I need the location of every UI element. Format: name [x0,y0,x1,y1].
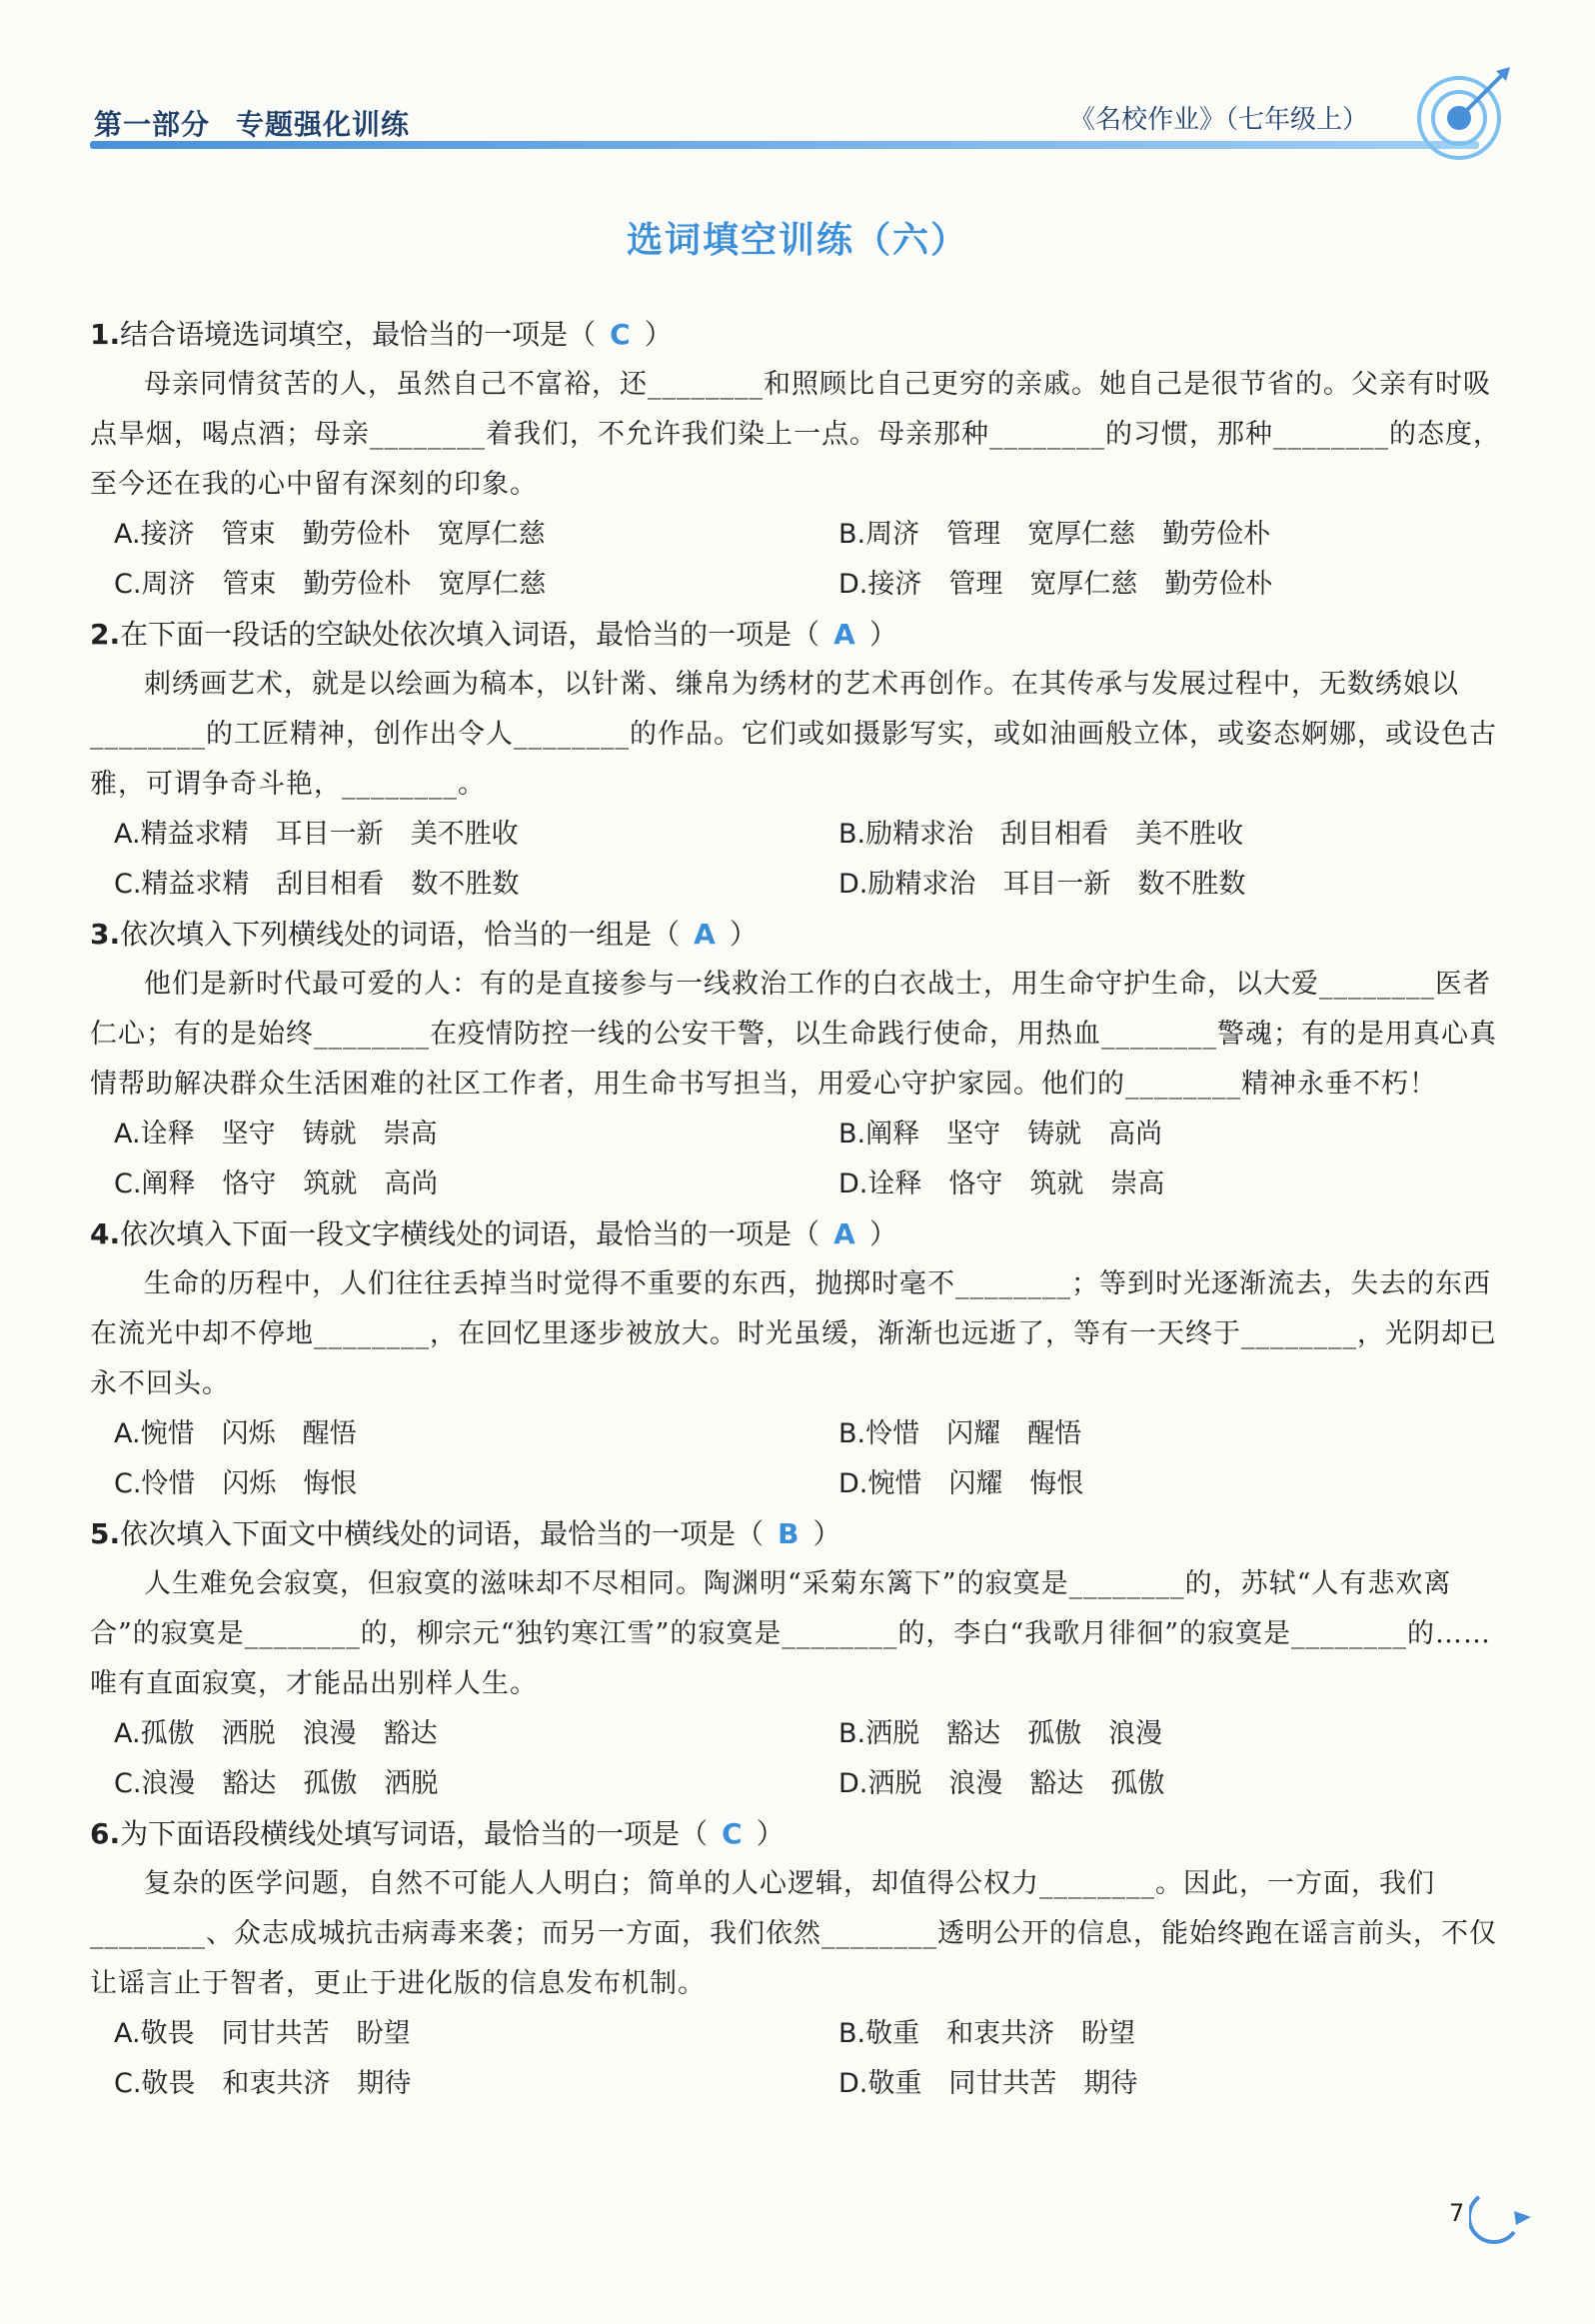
page-number: 7 [1449,2199,1465,2227]
passage: 刺绣画艺术，就是以绘画为稿本，以针黹、缣帛为绣材的艺术再创作。在其传承与发展过程中，无数绣娘以________的工匠精神，创作出令人________的作品。它们或如摄影写实，或如油画般立体，或姿态婀娜，或设色古雅，可谓争奇斗艳，________。 [90,669,1497,800]
option-a[interactable]: A.惋惜 闪烁 醒悟 [114,1418,357,1449]
header-book-title: 《名校作业》（七年级上） [1069,105,1369,135]
option-d[interactable]: D.接济 管理 宽厚仁慈 勤劳俭朴 [838,569,1273,600]
question-number: 3. [90,918,121,951]
question-stem: 依次填入下面一段文字横线处的词语，最恰当的一项是（ [120,1217,820,1250]
options [90,510,1504,610]
question-stem: 依次填入下面文中横线处的词语，最恰当的一项是（ [120,1517,765,1550]
question-number: 4. [90,1217,121,1250]
answer: C [722,1817,743,1850]
option-d[interactable]: D.洒脱 浪漫 豁达 孤傲 [838,1768,1165,1799]
option-a[interactable]: A.诠释 坚守 铸就 崇高 [114,1119,438,1150]
option-b[interactable]: B.敬重 和衷共济 盼望 [838,2018,1136,2049]
option-d[interactable]: D.诠释 恪守 筑就 崇高 [838,1168,1165,1199]
question-stem: 在下面一段话的空缺处依次填入词语，最恰当的一项是（ [120,618,820,651]
header-left [94,103,436,143]
option-d[interactable]: D.励精求治 耳目一新 数不胜数 [838,869,1246,900]
option-c[interactable]: C.怜惜 闪烁 悔恨 [114,1468,358,1499]
header-section: 专题强化训练 [236,108,411,141]
options [90,2009,1504,2109]
question-close: ） [812,1517,841,1550]
option-c[interactable]: C.阐释 恪守 筑就 高尚 [114,1168,439,1199]
question-number: 1. [90,318,121,351]
answer: A [833,618,855,651]
page-arc-icon [1469,2187,1539,2247]
passage: 生命的历程中，人们往往丢掉当时觉得不重要的东西，抛掷时毫不________；等到时光逐渐流去，失去的东西在流光中却不停地________，在回忆里逐步被放大。时光虽缓，渐渐也远逝了，等有一天终于________，光阴却已永不回头。 [90,1268,1497,1399]
question-2 [90,610,1504,910]
option-b[interactable]: B.励精求治 刮目相看 美不胜收 [838,819,1244,850]
question-5 [90,1509,1504,1809]
question-close: ） [868,1217,897,1250]
question-stem: 为下面语段横线处填写词语，最恰当的一项是（ [120,1817,709,1850]
question-close: ） [868,618,897,651]
option-c[interactable]: C.敬畏 和衷共济 期待 [114,2068,412,2099]
options [90,1709,1504,1809]
option-d[interactable]: D.惋惜 闪耀 悔恨 [838,1468,1084,1499]
option-a[interactable]: A.精益求精 耳目一新 美不胜收 [114,819,519,850]
question-1 [90,310,1504,610]
passage: 复杂的医学问题，自然不可能人人明白；简单的人心逻辑，却值得公权力________。因此，一方面，我们________、众志成城抗击病毒来袭；而另一方面，我们依然________透明公开的信息，能始终跑在谣言前头，不仅让谣言止于智者，更止于进化版的信息发布机制。 [90,1868,1497,1999]
option-a[interactable]: A.孤傲 洒脱 浪漫 豁达 [114,1718,438,1749]
option-b[interactable]: B.怜惜 闪耀 醒悟 [838,1418,1082,1449]
options [90,1409,1504,1509]
passage: 他们是新时代最可爱的人：有的是直接参与一线救治工作的白衣战士，用生命守护生命，以大爱________医者仁心；有的是始终________在疫情防控一线的公安干警，以生命践行使命，用热血________警魂；有的是用真心真情帮助解决群众生活困难的社区工作者，用生命书写担当，用爱心守护家园。他们的________精神永垂不朽！ [90,969,1497,1100]
question-6 [90,1809,1504,2109]
header-part: 第一部分 [94,108,211,141]
answer: B [778,1517,799,1550]
option-b[interactable]: B.阐释 坚守 铸就 高尚 [838,1119,1163,1150]
option-d[interactable]: D.敬重 同甘共苦 期待 [838,2068,1138,2099]
option-c[interactable]: C.浪漫 豁达 孤傲 洒脱 [114,1768,439,1799]
question-close: ） [729,918,758,951]
question-number: 2. [90,618,121,651]
passage: 人生难免会寂寞，但寂寞的滋味却不尽相同。陶渊明“采菊东篱下”的寂寞是________的，苏轼“人有悲欢离合”的寂寞是________的，柳宗元“独钓寒江雪”的寂寞是________的，李白“我歌月徘徊”的寂寞是________的……唯有直面寂寞，才能品出别样人生。 [90,1568,1492,1699]
target-icon [1404,63,1514,173]
options [90,810,1504,910]
option-b[interactable]: B.周济 管理 宽厚仁慈 勤劳俭朴 [838,519,1271,550]
page-header [90,95,1489,155]
answer: C [610,318,631,351]
page-title: 选词填空训练（六） [626,220,968,261]
question-close: ） [644,318,673,351]
question-number: 5. [90,1517,121,1550]
option-a[interactable]: A.敬畏 同甘共苦 盼望 [114,2018,411,2049]
question-4 [90,1209,1504,1509]
question-3 [90,910,1504,1209]
question-number: 6. [90,1817,121,1850]
option-c[interactable]: C.精益求精 刮目相看 数不胜数 [114,869,520,900]
question-stem: 依次填入下列横线处的词语，恰当的一组是（ [120,918,681,951]
question-stem: 结合语境选词填空，最恰当的一项是（ [120,318,597,351]
options [90,1110,1504,1209]
answer: A [833,1217,855,1250]
answer: A [694,918,716,951]
option-b[interactable]: B.洒脱 豁达 孤傲 浪漫 [838,1718,1163,1749]
option-c[interactable]: C.周济 管束 勤劳俭朴 宽厚仁慈 [114,569,547,600]
question-list [90,310,1504,2109]
header-bar [90,141,1479,149]
question-close: ） [756,1817,785,1850]
passage: 母亲同情贫苦的人，虽然自己不富裕，还________和照顾比自己更穷的亲戚。她自己是很节省的。父亲有时吸点旱烟，喝点酒；母亲________着我们，不允许我们染上一点。母亲那种________的习惯，那种________的态度，至今还在我的心中留有深刻的印象。 [90,369,1501,500]
option-a[interactable]: A.接济 管束 勤劳俭朴 宽厚仁慈 [114,519,546,550]
